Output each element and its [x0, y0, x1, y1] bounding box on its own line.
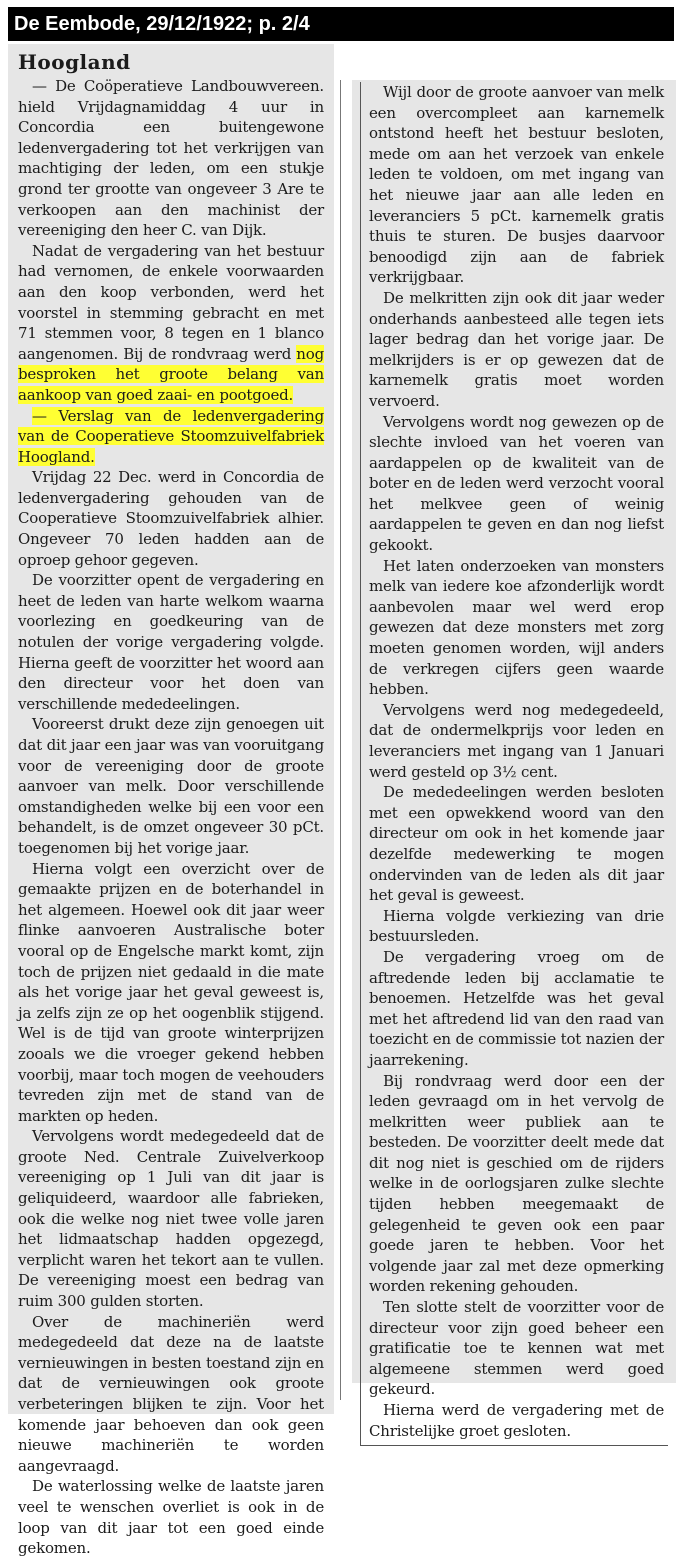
column-divider [340, 80, 341, 1400]
paragraph: De melkritten zijn ook dit jaar weder onderhands aanbesteed alle tegen iets lager bedrag dan het vorige jaar. De melkrijders is er op gewezen dat de karnemelk gratis moet worden vervoerd. [369, 288, 664, 410]
page-title: De Eembode, 29/12/1922; p. 2/4 [8, 7, 674, 41]
paragraph: Wijl door de groote aanvoer van melk een overcompleet aan karnemelk ontstond heeft het bestuur besloten, mede om aan het verzoek van enkele leden te voldoen, om met ingang van het nieuwe jaar aan alle leden en leveranciers 5 pCt. karnemelk gratis thuis te sturen. De busjes daarvoor benoodigd zijn aan de fabriek verkrijgbaar. [369, 83, 664, 287]
paragraph-text: Nadat de vergadering van het bestuur had vernomen, de enkele voorwaarden aan den koop verbonden, werd het voorstel in stemming gebracht en met 71 stemmen voor, 8 tegen en 1 blanco aangenomen. Bij de rondvraag werd [18, 241, 324, 363]
paragraph: Vervolgens wordt nog gewezen op de slechte invloed van het voeren van aardappelen op de kwaliteit van de boter en de leden werd verzocht vooral het melkvee geen of weinig aardappelen te geven en dan nog liefst gekookt. [369, 412, 664, 555]
paragraph: Vervolgens werd nog medegedeeld, dat de ondermelkprijs voor leden en leveranciers met ingang van 1 Januari werd gesteld op 3½ cent. [369, 700, 664, 781]
highlighted-text: nog besproken het groote belang van aankoop van goed zaai- en pootgoed. [18, 344, 324, 404]
paragraph: Hierna volgde verkiezing van drie bestuursleden. [369, 906, 664, 946]
paragraph: Vrijdag 22 Dec. werd in Concordia de ledenvergadering gehouden van de Cooperatieve Stoomzuivelfabriek alhier. Ongeveer 70 leden hadden aan de oproep gehoor gegeven. [18, 468, 324, 569]
paragraph: De vergadering vroeg om de aftredende leden bij acclamatie te benoemen. Hetzelfde was het geval met het aftredend lid van den raad van toezicht en de commissie tot nazien der jaarrekening. [369, 947, 664, 1069]
article-column-left [8, 44, 334, 1558]
paragraph: Bij rondvraag werd door een der leden gevraagd om in het vervolg de melkritten weer publiek aan te besteden. De voorzitter deelt mede dat dit nog niet is geschied om de rijders welke in de oorlogsjaren zulke slechte tijden hebben meegemaakt de gelegenheid te geven ook een paar goede jaren te hebben. Voor het volgende jaar zal met deze opmerking worden rekening gehouden. [369, 1071, 664, 1296]
article-heading: Hoogland [18, 50, 131, 74]
paragraph: Ten slotte stelt de voorzitter voor de directeur voor zijn goed beheer een gratificatie toe te kennen wat met algemeene stemmen werd goed gekeurd. [369, 1298, 664, 1399]
article-column-right [352, 80, 676, 1440]
paragraph [18, 241, 324, 406]
highlighted-text: — Verslag van de ledenvergadering van de Cooperatieve Stoomzuivelfabriek Hoogland. [18, 406, 324, 466]
paragraph: — De Coöperatieve Landbouwvereen. hield Vrijdagnamiddag 4 uur in Concordia een buitengewone ledenvergadering tot het verkrijgen van machtiging der leden, om een stukje grond ter grootte van ongeveer 3 Are te verkoopen aan den machinist der vereeniging den heer C. van Dijk. [18, 77, 324, 240]
paragraph: De mededeelingen werden besloten met een opwekkend woord van den directeur om ook in het komende jaar dezelfde medewerking te mogen ondervinden van de leden als dit jaar het geval is geweest. [369, 783, 664, 905]
paragraph: Over de machineriën werd medegedeeld dat deze na de laatste vernieuwingen in besten toestand zijn en dat de vernieuwingen ook groote verbeteringen blijken te zijn. Voor het komende jaar behoeven dan ook geen nieuwe machineriën te worden aangevraagd. [18, 1312, 324, 1475]
paragraph: Vooreerst drukt deze zijn genoegen uit dat dit jaar een jaar was van vooruitgang voor de vereeniging door de groote aanvoer van melk. Door verschillende omstandigheden welke bij een voor een behandelt, is de omzet ongeveer 30 pCt. toegenomen bij het vorige jaar. [18, 715, 324, 857]
paragraph: De waterlossing welke de laatste jaren veel te wenschen overliet is ook in de loop van dit jaar tot een goed einde gekomen. [18, 1477, 324, 1558]
paragraph: Hierna werd de vergadering met de Christelijke groet gesloten. [369, 1401, 664, 1440]
paragraph: De voorzitter opent de vergadering en heet de leden van harte welkom waarna voorlezing en goedkeuring van de notulen der vorige vergadering volgde. Hierna geeft de voorzitter het woord aan den directeur voor het doen van verschillende mededeelingen. [18, 571, 324, 713]
paragraph: Het laten onderzoeken van monsters melk van iedere koe afzonderlijk wordt aanbevolen maar wel werd erop gewezen dat deze monsters met zorg moeten genomen worden, wijl anders de verkregen cijfers geen waarde hebben. [369, 556, 664, 699]
paragraph: Hierna volgt een overzicht over de gemaakte prijzen en de boterhandel in het algemeen. Hoewel ook dit jaar weer flinke aanvoeren Australische boter vooral op de Engelsche markt komt, zijn toch de prijzen niet gedaald in die mate als het vorige jaar het geval geweest is, ja zelfs zijn ze op het oogenblik stijgend. Wel is de tijd van groote winterprijzen zooals we die vroeger gekend hebben voorbij, maar toch mogen de veehouders tevreden zijn met de stand van de markten op heden. [18, 859, 324, 1125]
column-frame [360, 82, 668, 1446]
paragraph: Vervolgens wordt medegedeeld dat de groote Ned. Centrale Zuivelverkoop vereeniging op 1 Juli van dit jaar is geliquideerd, waardoor alle fabrieken, ook die welke nog niet twee volle jaren het lidmaatschap hadden opgezegd, verplicht waren het tekort aan te vullen. De vereeniging moest een bedrag van ruim 300 gulden storten. [18, 1127, 324, 1311]
paragraph [18, 406, 324, 468]
